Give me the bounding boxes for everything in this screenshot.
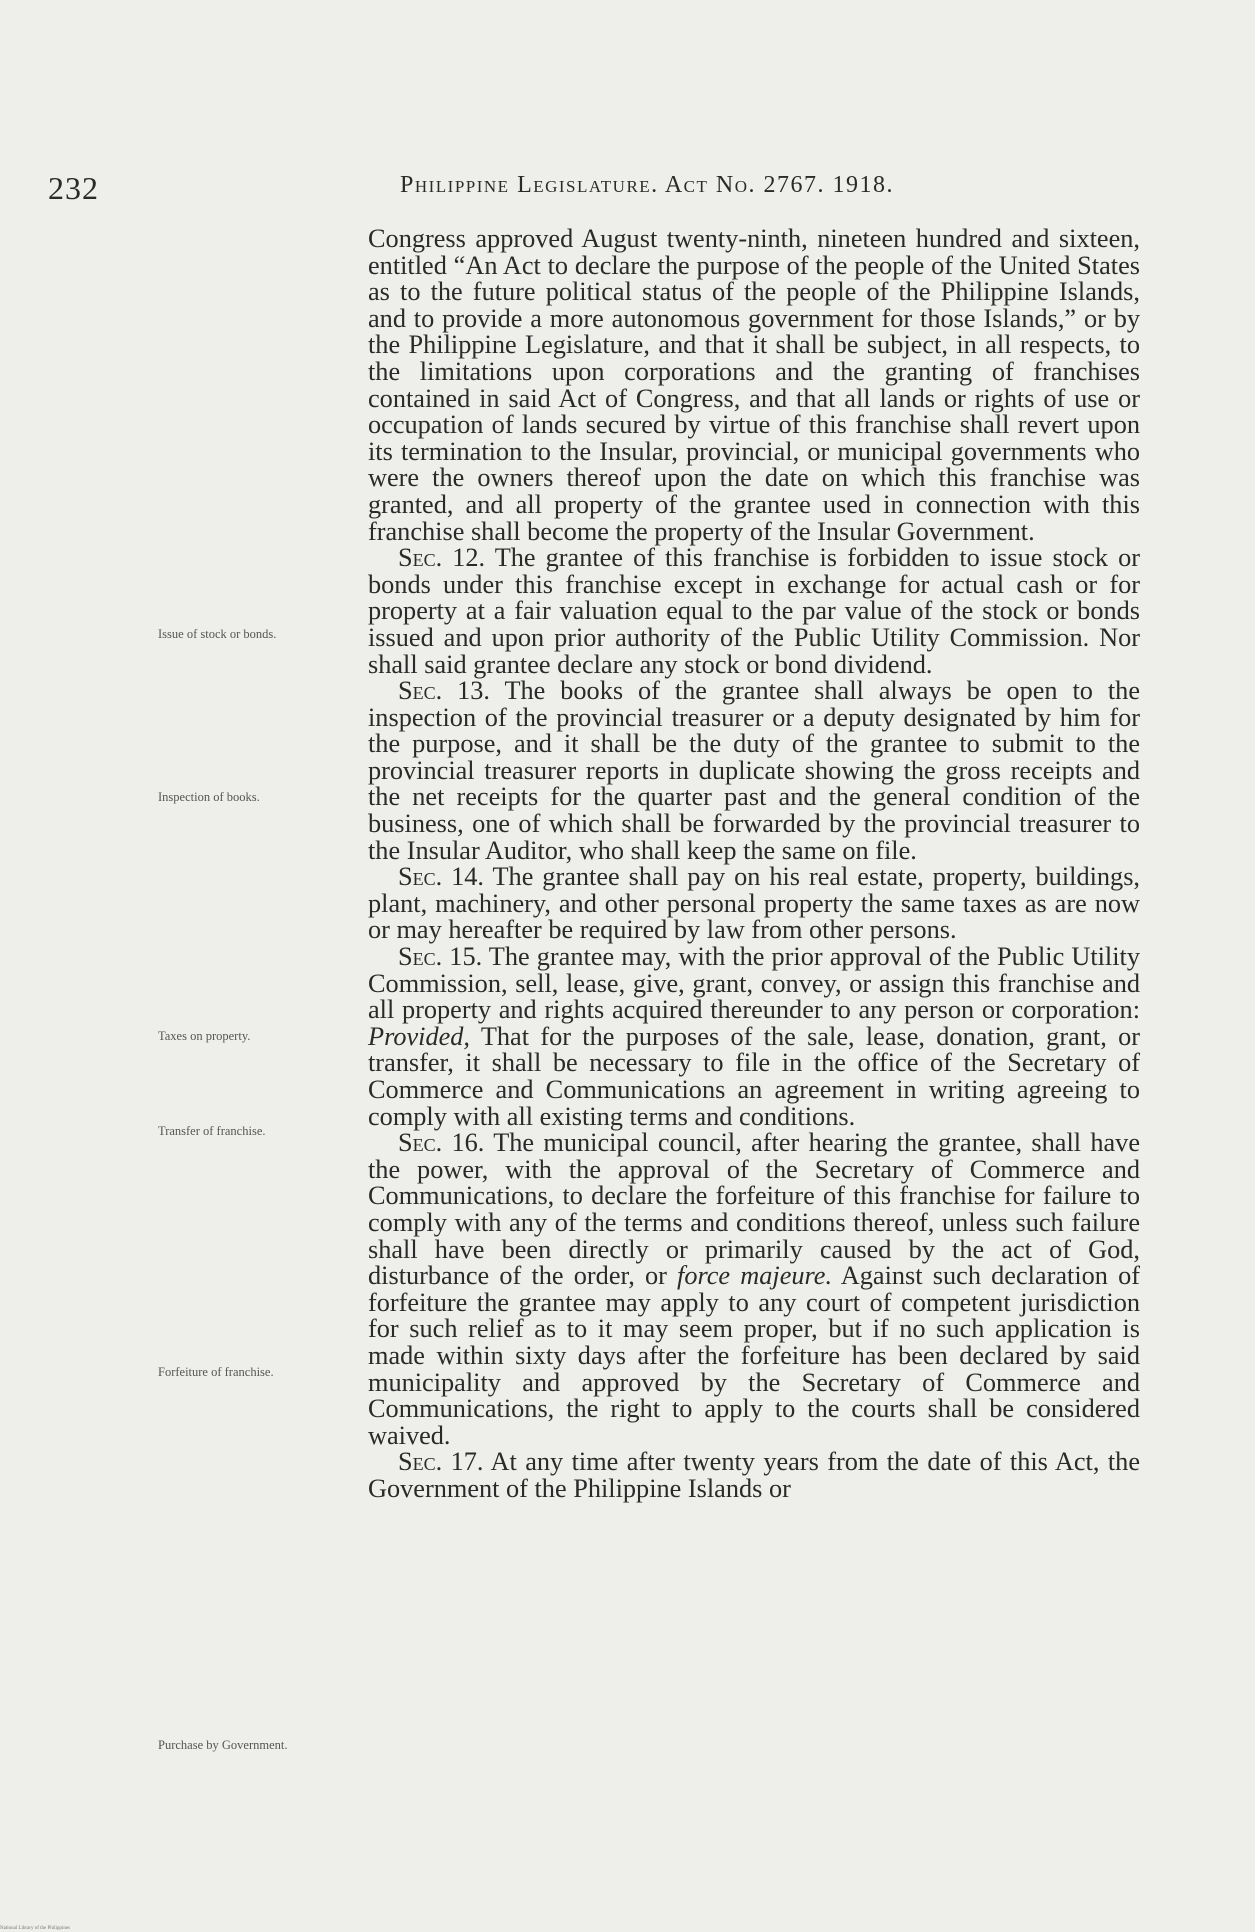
margin-note-taxes-on-property: Taxes on property. [158,1029,251,1043]
section-text: The books of the grantee shall always be open to the inspection of the provincial treasurer or a deputy designated by him for the purpose, and it shall be the duty of the grantee to submit to the provincial treasurer reports in duplicate showing the gross receipts and the net receipts for the quarter past and the general condition of the business, one of which shall be forwarded by the provincial treasurer to the Insular Auditor, who shall keep the same on file. [368,676,1140,865]
section-italic: force majeure. [677,1261,833,1291]
section-text: The municipal council, after hearing the grantee, shall have the power, with the approval of the Secretary of Commerce and Communications, to declare the forfeiture of this franchise for failure to comply with any of the terms and conditions thereof, unless such failure shall have been directly or primarily caused by the act of God, disturbance of the order, or [368,1128,1140,1291]
section-italic: Provided, [368,1021,470,1051]
section-label: Sec. 17. [398,1447,484,1477]
section-text: The grantee shall pay on his real estate, property, buildings, plant, machinery, and other personal property the same taxes as are now or may hereafter be required by law from other persons. [368,862,1141,945]
continuation-paragraph: Congress approved August twenty-ninth, nineteen hundred and sixteen, entitled “An Act to declare the purpose of the people of the United States as to the future political status of the people of the Philippine Islands, and to provide a more autonomous government for those Islands,” or by the Philippine Legislature, and that it shall be subject, in all respects, to the limitations upon corporations and the granting of franchises contained in said Act of Congress, and that all lands or rights of use or occupation of lands secured by virtue of this franchise shall revert upon its termination to the Insular, provincial, or municipal governments who were the owners thereof upon the date on which this franchise was granted, and all property of the grantee used in connection with this franchise shall become the property of the Insular Government. [368,224,1140,546]
page-number: 232 [48,170,99,206]
section-15 [368,944,1140,1130]
section-12 [368,545,1140,678]
section-17 [368,1449,1140,1502]
section-label: Sec. 16. [398,1128,485,1158]
section-text: At any time after twenty years from the date of this Act, the Government of the Philippine Islands or [368,1447,1140,1503]
section-16 [368,1130,1140,1449]
section-label: Sec. 15. [398,942,483,972]
margin-note-inspection-of-books: Inspection of books. [158,790,260,804]
running-head: Philippine Legislature. Act No. 2767. 1918. [400,172,895,198]
section-text: The grantee may, with the prior approval of the Public Utility Commission, sell, lease, give, grant, convey, or assign this franchise and all property and rights acquired thereunder to any person or corporation: [368,942,1140,1025]
footer-source-line: National Library of the Philippines [0,1926,70,1931]
margin-note-issue-of-stock: Issue of stock or bonds. [158,627,277,641]
section-label: Sec. 13. [398,676,490,706]
section-text: The grantee of this franchise is forbidden to issue stock or bonds under this franchise except in exchange for actual cash or for property at a fair valuation equal to the par value of the stock or bonds issued and upon prior authority of the Public Utility Commission. Nor shall said grantee declare any stock or bond dividend. [368,543,1140,679]
body-text [368,226,1140,1503]
section-13 [368,678,1140,864]
section-text-after: Against such declaration of forfeiture the grantee may apply to any court of competent jurisdiction for such relief as to it may seem proper, but if no such application is made within sixty days after the forfeiture has been declared by said municipality and approved by the Secretary of Commerce and Communications, the right to apply to the courts shall be considered waived. [368,1261,1141,1450]
section-14 [368,864,1140,944]
margin-note-forfeiture-of-franchise: Forfeiture of franchise. [158,1365,274,1379]
section-label: Sec. 12. [398,543,486,573]
section-text-after: That for the purposes of the sale, lease, donation, grant, or transfer, it shall be necessary to file in the office of the Secretary of Commerce and Communications an agreement in writing agreeing to comply with all existing terms and conditions. [368,1021,1140,1131]
margin-note-purchase-by-government: Purchase by Government. [158,1738,288,1752]
section-label: Sec. 14. [398,862,485,892]
margin-note-transfer-of-franchise: Transfer of franchise. [158,1124,266,1138]
